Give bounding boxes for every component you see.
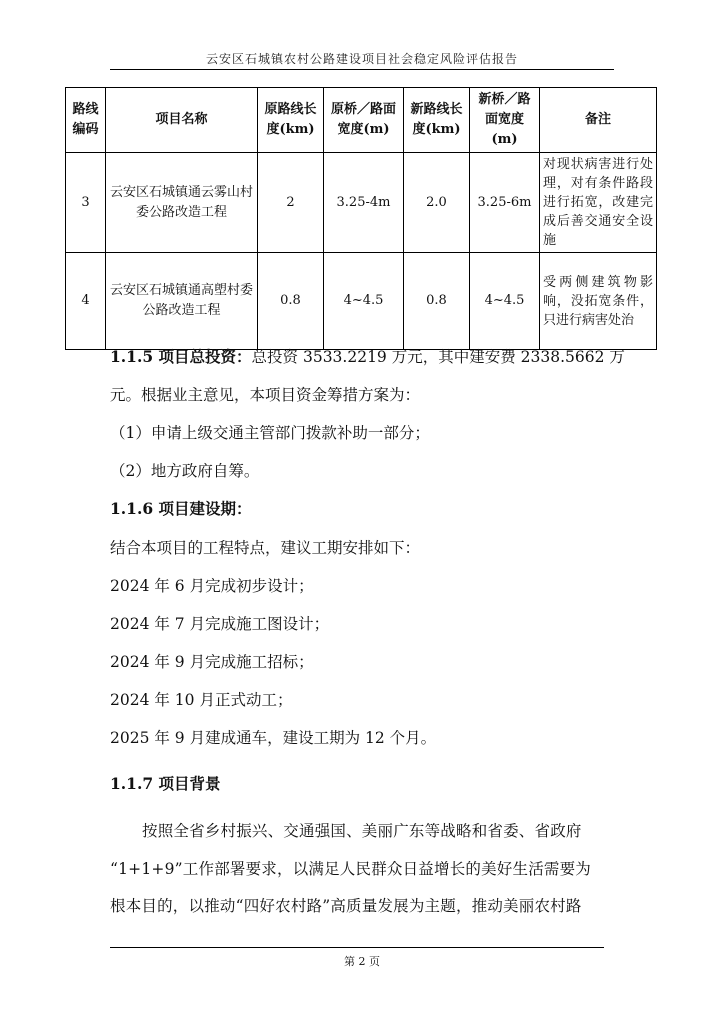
background-paragraph-line: “1+1+9”工作部署要求，以满足人民群众日益增长的美好生活需要为 bbox=[110, 860, 592, 878]
cell-new-width: 4~4.5 bbox=[470, 253, 540, 350]
cell-name: 云安区石城镇通云雾山村委公路改造工程 bbox=[106, 153, 258, 253]
cell-new-length: 2.0 bbox=[404, 153, 470, 253]
col-header-new-width: 新桥／路面宽度(m) bbox=[470, 88, 540, 153]
running-header: 云安区石城镇农村公路建设项目社会稳定风险评估报告 bbox=[205, 52, 518, 66]
schedule-item: 2024 年 7 月完成施工图设计； bbox=[110, 615, 330, 633]
background-paragraph-line: 根本目的，以推动“四好农村路”高质量发展为主题，推动美丽农村路 bbox=[110, 897, 582, 915]
table-row bbox=[66, 253, 657, 350]
col-header-name: 项目名称 bbox=[106, 88, 258, 153]
cell-old-width: 3.25-4m bbox=[324, 153, 404, 253]
cell-old-length: 2 bbox=[258, 153, 324, 253]
header-rule bbox=[110, 69, 614, 70]
page-number: 第 2 页 bbox=[344, 955, 380, 968]
funding-item-2: （2）地方政府自筹。 bbox=[110, 462, 260, 480]
cell-code: 4 bbox=[66, 253, 106, 350]
cell-old-width: 4~4.5 bbox=[324, 253, 404, 350]
col-header-note: 备注 bbox=[540, 88, 657, 153]
road-projects-table bbox=[65, 87, 657, 350]
schedule-item: 2024 年 6 月完成初步设计； bbox=[110, 577, 314, 595]
col-header-old-width: 原桥／路面宽度(m) bbox=[324, 88, 404, 153]
section-heading-1-1-5: 1.1.5 项目总投资： bbox=[110, 347, 252, 366]
table-header-row bbox=[66, 88, 657, 153]
background-paragraph-line: 按照全省乡村振兴、交通强国、美丽广东等战略和省委、省政府 bbox=[142, 822, 582, 840]
schedule-item: 2024 年 10 月正式动工； bbox=[110, 691, 293, 709]
section-heading-1-1-6: 1.1.6 项目建设期： bbox=[110, 499, 252, 518]
cell-code: 3 bbox=[66, 153, 106, 253]
cell-new-length: 0.8 bbox=[404, 253, 470, 350]
col-header-code: 路线编码 bbox=[66, 88, 106, 153]
schedule-item: 2024 年 9 月完成施工招标； bbox=[110, 653, 314, 671]
investment-paragraph-line2: 元。根据业主意见，本项目资金筹措方案为： bbox=[110, 386, 421, 404]
section-heading-1-1-7: 1.1.7 项目背景 bbox=[110, 774, 221, 793]
schedule-intro: 结合本项目的工程特点，建议工期安排如下： bbox=[110, 539, 421, 557]
col-header-old-length: 原路线长度(km) bbox=[258, 88, 324, 153]
investment-total-text: 总投资 3533.2219 万元，其中建安费 2338.5662 万 bbox=[251, 348, 625, 366]
investment-paragraph-line1 bbox=[110, 345, 625, 367]
cell-old-length: 0.8 bbox=[258, 253, 324, 350]
funding-item-1: （1）申请上级交通主管部门拨款补助一部分； bbox=[110, 424, 430, 442]
col-header-new-length: 新路线长度(km) bbox=[404, 88, 470, 153]
schedule-item: 2025 年 9 月建成通车，建设工期为 12 个月。 bbox=[110, 729, 437, 747]
cell-note: 对现状病害进行处理，对有条件路段进行拓宽，改建完成后善交通安全设施 bbox=[540, 153, 657, 253]
cell-note: 受两侧建筑物影响，没拓宽条件，只进行病害处治 bbox=[540, 253, 657, 350]
table-row bbox=[66, 153, 657, 253]
footer-rule bbox=[110, 947, 604, 948]
cell-name: 云安区石城镇通高塱村委公路改造工程 bbox=[106, 253, 258, 350]
cell-new-width: 3.25-6m bbox=[470, 153, 540, 253]
